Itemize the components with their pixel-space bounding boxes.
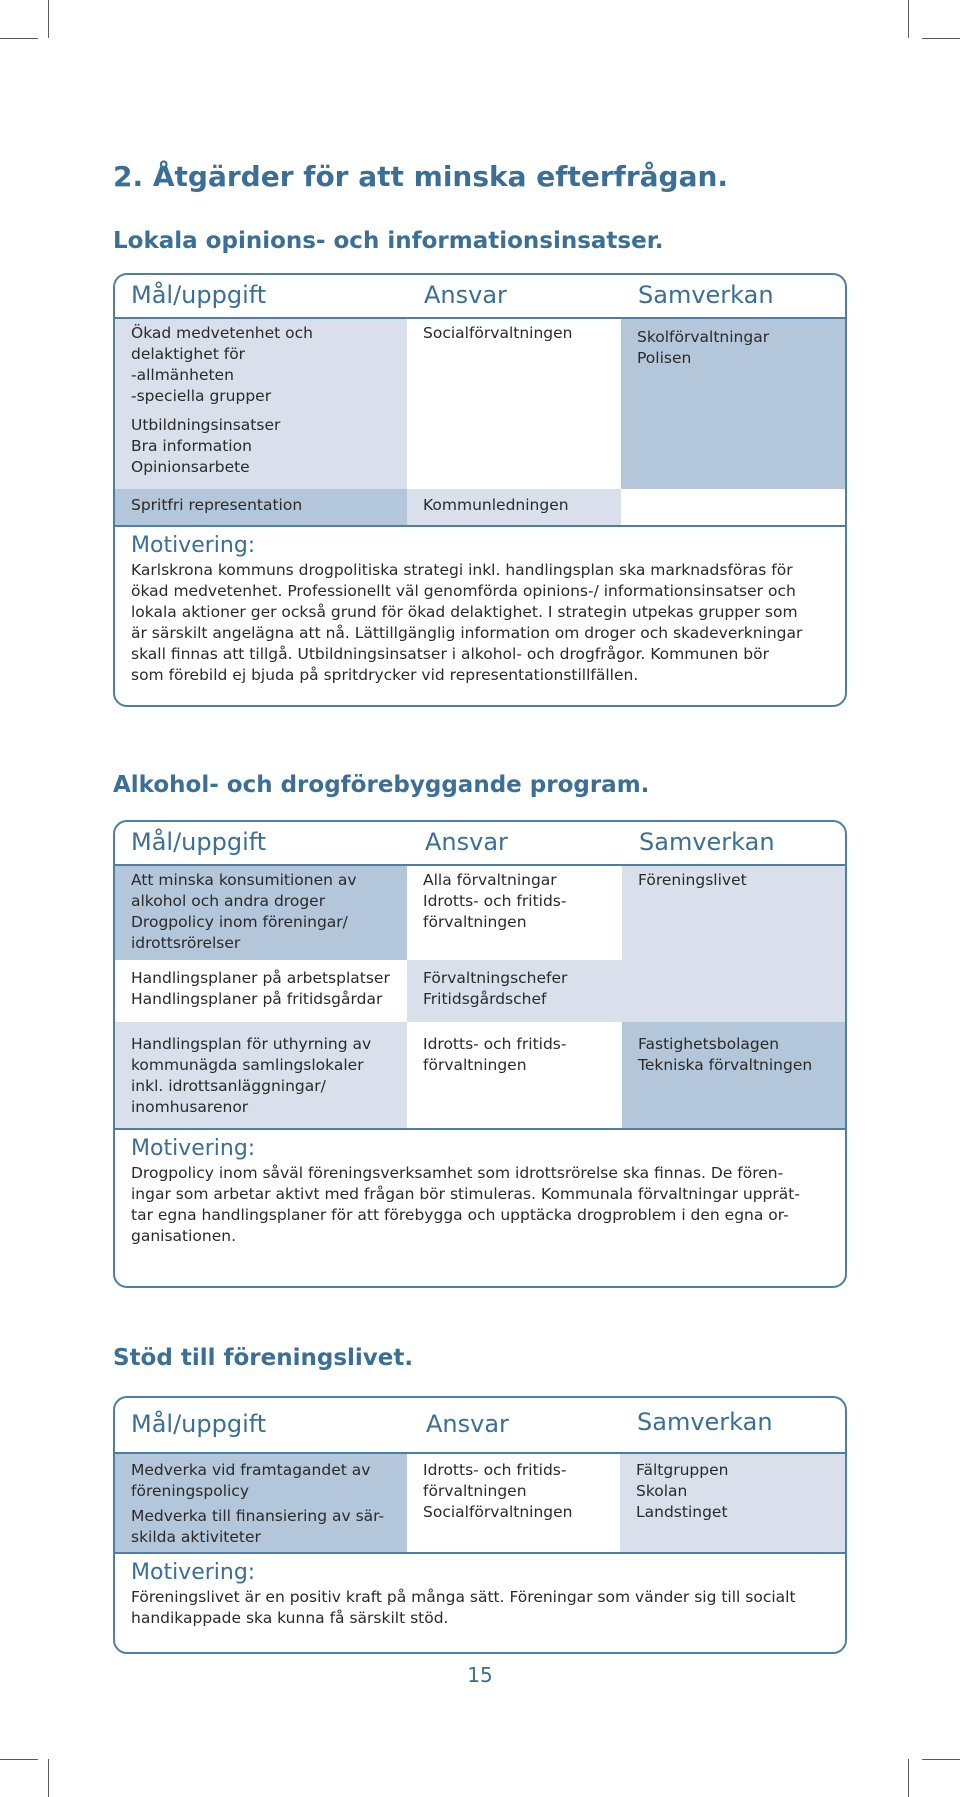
table-header bbox=[115, 822, 845, 866]
crop-mark bbox=[48, 0, 49, 38]
motivation bbox=[115, 525, 845, 698]
cell-collaboration: Fastighetsbolagen Tekniska förvaltningen bbox=[622, 1022, 847, 1128]
crop-mark bbox=[922, 1759, 960, 1760]
cell-collaboration: Fältgruppen Skolan Landstinget bbox=[620, 1454, 847, 1552]
cell-collaboration: Föreningslivet bbox=[622, 866, 847, 960]
cell-goal: Ökad medvetenhet och delaktighet för -allmänheten -speciella grupper Utbildningsinsatser Bra information Opinionsarbete bbox=[115, 319, 407, 489]
cell-goal: Att minska konsumitionen av alkohol och andra droger Drogpolicy inom föreningar/ idrottsrörelser bbox=[115, 866, 407, 960]
cell-goal: Handlingsplaner på arbetsplatser Handlingsplaner på fritidsgårdar bbox=[115, 960, 407, 1022]
crop-mark bbox=[0, 38, 38, 39]
header-responsibility: Ansvar bbox=[424, 281, 507, 309]
table-body bbox=[115, 866, 845, 1128]
motivation-heading: Motivering: bbox=[131, 1136, 256, 1161]
cell-collaboration-empty bbox=[621, 489, 847, 525]
section-title-program: Alkohol- och drogförebyggande program. bbox=[113, 772, 650, 798]
motivation-text: Drogpolicy inom såväl föreningsverksamhet som idrottsrörelse ska finnas. De fören- ingar som arbetar aktivt med frågan bör stimuleras. Kommunala förvaltningar upprät- tar egna handlingsplaner för att förebygga och upptäcka drogproblem i den egna or- ganisationen. bbox=[131, 1164, 800, 1245]
crop-mark bbox=[922, 38, 960, 39]
header-responsibility: Ansvar bbox=[426, 1410, 509, 1438]
cell-responsibility: Alla förvaltningar Idrotts- och fritids- förvaltningen bbox=[407, 866, 622, 960]
cell-responsibility: Kommunledningen bbox=[407, 489, 621, 525]
cell-goal: Medverka vid framtagandet av föreningspolicy Medverka till finansiering av sär- skilda aktiviteter bbox=[115, 1454, 407, 1552]
header-goal: Mål/uppgift bbox=[131, 281, 267, 309]
cell-goal: Handlingsplan för uthyrning av kommunägda samlingslokaler inkl. idrottsanläggningar/ inomhusarenor bbox=[115, 1022, 407, 1128]
motivation-heading: Motivering: bbox=[131, 533, 256, 558]
cell-responsibility: Idrotts- och fritids- förvaltningen bbox=[407, 1022, 622, 1128]
table-information bbox=[113, 273, 847, 707]
section-title-associations: Stöd till föreningslivet. bbox=[113, 1345, 414, 1371]
header-collaboration: Samverkan bbox=[637, 1408, 773, 1436]
page-title: 2. Åtgärder för att minska efterfrågan. bbox=[113, 160, 729, 193]
header-responsibility: Ansvar bbox=[425, 828, 508, 856]
cell-goal: Spritfri representation bbox=[115, 489, 407, 525]
section-title-information: Lokala opinions- och informationsinsatser. bbox=[113, 228, 664, 254]
header-goal: Mål/uppgift bbox=[131, 1410, 267, 1438]
motivation-heading: Motivering: bbox=[131, 1560, 256, 1585]
motivation bbox=[115, 1128, 845, 1259]
page-number: 15 bbox=[467, 1663, 493, 1687]
crop-mark bbox=[0, 1759, 38, 1760]
motivation-text: Karlskrona kommuns drogpolitiska strategi inkl. handlingsplan ska marknadsföras för ökad medvetenhet. Professionellt väl genomförda opinions-/ informationsinsatser och lokala aktioner ger också grund för ökad delaktighet. I strategin utpekas grupper som är särskilt angelägna att nå. Lättillgänglig information om droger och skadeverkningar skall finnas att tillgå. Utbildningsinsatser i alkohol- och drogfrågor. Kommunen bör som förebild ej bjuda på spritdrycker vid representationstillfällen. bbox=[131, 561, 803, 684]
cell-responsibility: Förvaltningschefer Fritidsgårdschef bbox=[407, 960, 622, 1022]
cell-responsibility: Socialförvaltningen bbox=[407, 319, 621, 489]
cell-collaboration: Skolförvaltningar Polisen bbox=[621, 319, 847, 489]
header-collaboration: Samverkan bbox=[639, 828, 775, 856]
table-header bbox=[115, 275, 845, 319]
cell-collaboration-empty bbox=[622, 960, 847, 1022]
table-body bbox=[115, 1454, 845, 1552]
cell-responsibility: Idrotts- och fritids- förvaltningen Socialförvaltningen bbox=[407, 1454, 620, 1552]
crop-mark bbox=[48, 1759, 49, 1797]
table-header bbox=[115, 1398, 845, 1454]
motivation bbox=[115, 1552, 845, 1641]
motivation-text: Föreningslivet är en positiv kraft på många sätt. Föreningar som vänder sig till socialt handikappade ska kunna få särskilt stöd. bbox=[131, 1588, 796, 1627]
table-program bbox=[113, 820, 847, 1288]
crop-mark bbox=[908, 0, 909, 38]
table-body bbox=[115, 319, 845, 525]
crop-mark bbox=[908, 1759, 909, 1797]
header-collaboration: Samverkan bbox=[638, 281, 774, 309]
table-associations bbox=[113, 1396, 847, 1654]
header-goal: Mål/uppgift bbox=[131, 828, 267, 856]
